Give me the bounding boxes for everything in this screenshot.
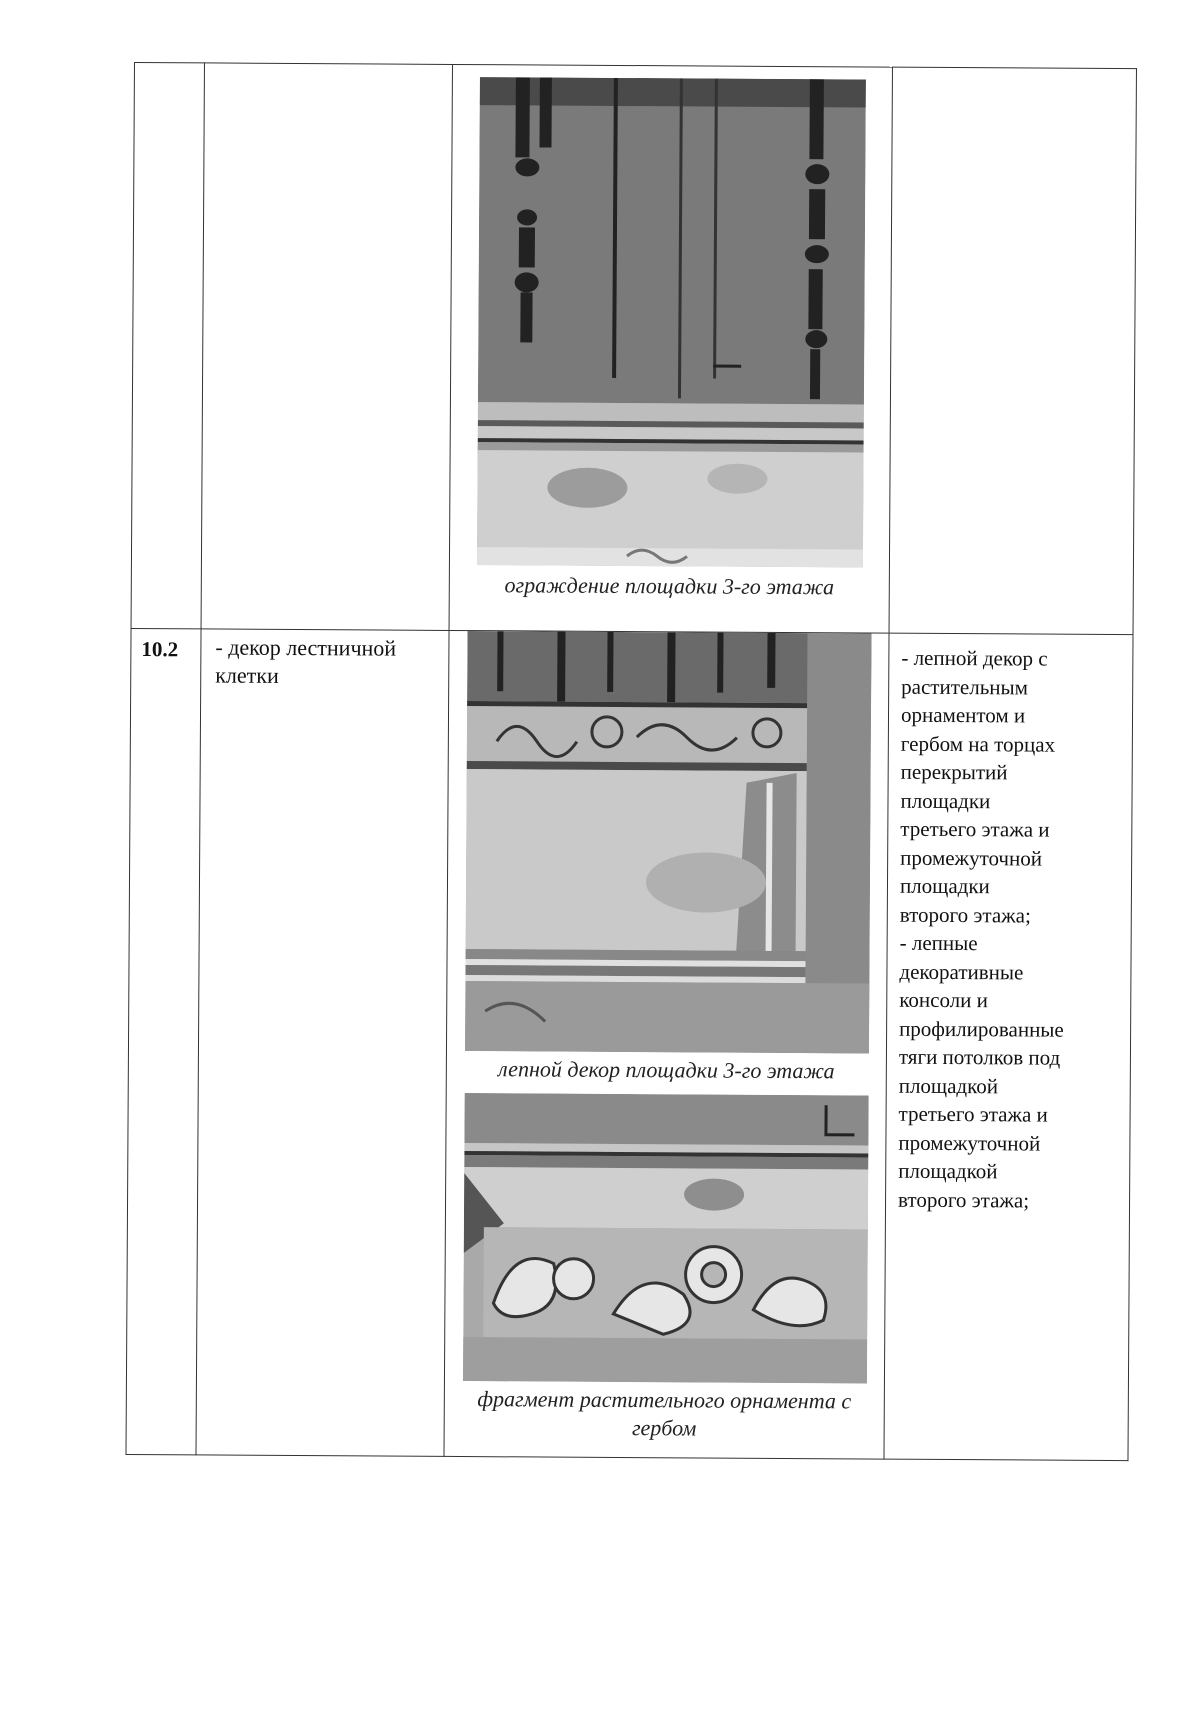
description-line: площадкой: [898, 1073, 999, 1098]
photo-caption: ограждение площадки 3-го этажа: [504, 572, 835, 600]
description-line: площадкой: [898, 1158, 998, 1184]
description-text: [886, 634, 1133, 1215]
description-line: гербом на торцах: [900, 731, 1056, 757]
description-line: орнаментом и: [900, 702, 1026, 728]
description-line: - лепной декор с: [901, 645, 1048, 671]
description-line: третьего этажа и: [900, 816, 1050, 842]
description-line: промежуточной: [900, 845, 1043, 871]
description-line: тяги потолков под: [898, 1044, 1061, 1070]
ornament-fragment-photo: [462, 1093, 868, 1383]
description-line: второго этажа;: [899, 902, 1031, 927]
balustrade-photo: [476, 77, 865, 567]
description-line: промежуточной: [898, 1130, 1041, 1156]
stucco-ceiling-photo: [464, 631, 871, 1053]
photo-caption: лепной декор площадки 3-го этажа: [498, 1056, 835, 1084]
description-line: площадки: [900, 788, 991, 813]
description-line: площадки: [899, 873, 990, 899]
description-line: профилированные: [899, 1016, 1064, 1042]
description-line: третьего этажа и: [898, 1101, 1048, 1127]
photo-cell: [449, 64, 892, 633]
name-cell: [201, 63, 452, 631]
description-cell: [884, 633, 1133, 1460]
photo-cell: [444, 630, 889, 1459]
description-line: растительным: [901, 674, 1029, 699]
description-line: декоративные: [899, 959, 1024, 984]
description-line: - лепные: [899, 930, 978, 956]
description-line: консоли и: [899, 987, 988, 1013]
name-cell: - декор лестничной клетки: [196, 629, 449, 1456]
heritage-features-table: [125, 62, 1136, 1461]
description-line: перекрытий: [900, 759, 1008, 785]
photo-caption: фрагмент растительного орнамента с гербом: [477, 1386, 852, 1441]
description-line: второго этажа;: [897, 1187, 1030, 1212]
number-cell: [131, 63, 204, 629]
description-cell: [889, 67, 1136, 634]
table-row: [126, 628, 1133, 1460]
table-row: [131, 63, 1136, 635]
number-cell: 10.2: [126, 628, 201, 1454]
